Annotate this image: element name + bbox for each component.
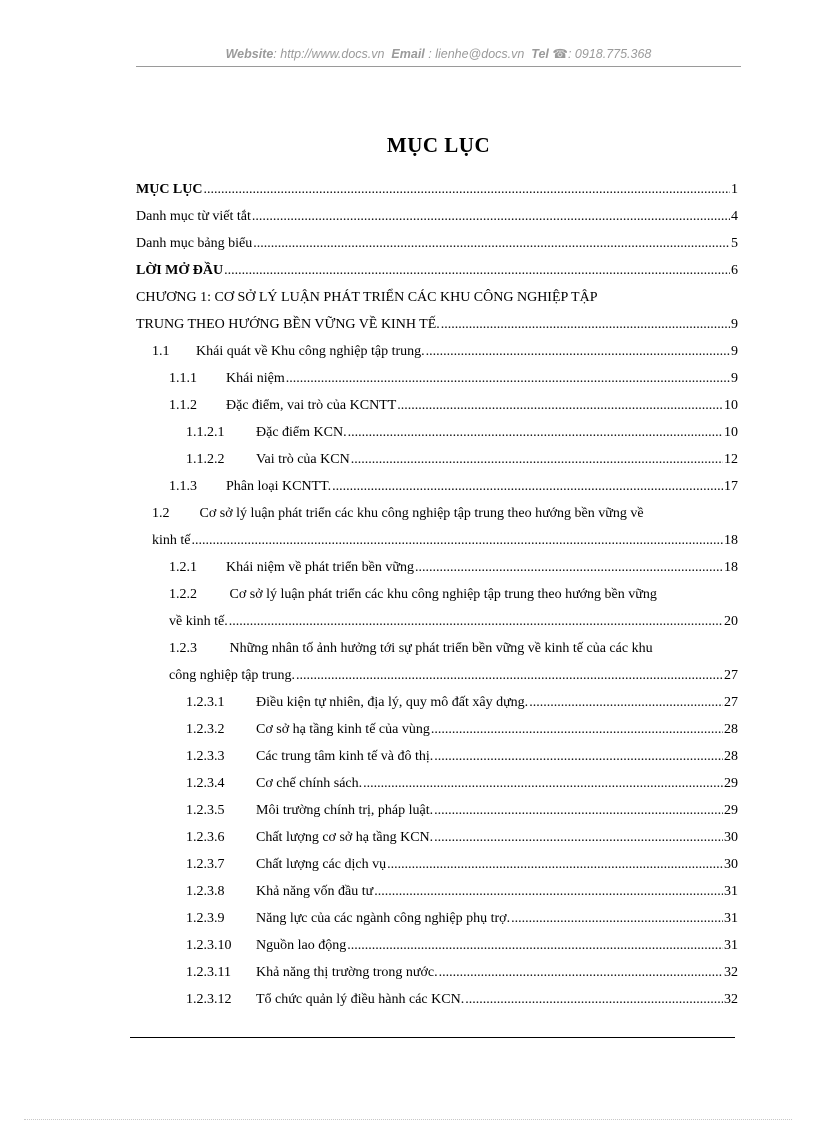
toc-entry-page: 30 — [724, 857, 738, 872]
toc-leader — [387, 857, 723, 873]
toc-entry-label: Khả năng vốn đầu tư — [256, 884, 374, 899]
toc-entry-label: Vai trò của KCN — [256, 452, 350, 467]
toc-entry-number: 1.1.1 — [169, 371, 197, 386]
toc-entry-1-1-2-2[interactable] — [186, 452, 738, 479]
toc-leader — [439, 965, 723, 981]
toc-entry-1-2-3-8[interactable] — [186, 884, 738, 911]
toc-entry-page: 12 — [724, 452, 738, 467]
toc-entry-1-1-2-1[interactable] — [186, 425, 738, 452]
toc-entry-number: 1.1.2.1 — [186, 425, 225, 440]
toc-entry-1-2[interactable] — [152, 533, 738, 560]
toc-entry-1-1-2[interactable] — [169, 398, 738, 425]
toc-entry-page: 31 — [724, 938, 738, 953]
toc-leader — [434, 749, 723, 765]
toc-entry-label: Môi trường chính trị, pháp luật. — [256, 803, 434, 818]
toc-leader — [351, 452, 723, 468]
phone-icon: ☎ — [552, 47, 568, 61]
page-header — [136, 46, 741, 61]
toc-leader — [397, 398, 723, 414]
toc-entry-number: 1.2.3.3 — [186, 749, 225, 764]
toc-entry-page: 28 — [724, 749, 738, 764]
toc-entry-1-2-2-line1[interactable] — [169, 587, 657, 614]
toc-entry-label: Danh mục từ viết tắt — [136, 209, 251, 224]
toc-entry-1-2-3-11[interactable] — [186, 965, 738, 992]
toc-entry-page: 30 — [724, 830, 738, 845]
toc-entry-label: công nghiệp tập trung. — [169, 668, 295, 683]
toc-leader — [426, 344, 730, 360]
tel-value: : 0918.775.368 — [567, 47, 652, 61]
toc-leader — [286, 371, 730, 387]
toc-entry-label: LỜI MỞ ĐẦU — [136, 263, 224, 278]
toc-entry-page: 31 — [724, 911, 738, 926]
toc-entry-number: 1.2.3.11 — [186, 965, 231, 980]
toc-leader — [431, 722, 723, 738]
toc-entry-1-2-1[interactable] — [169, 560, 738, 587]
toc-entry-label: Nguồn lao động — [256, 938, 347, 953]
toc-entry-label: Phân loại KCNTT. — [226, 479, 332, 494]
toc-entry-label: Khái niệm — [226, 371, 285, 386]
toc-entry-label: Cơ sở lý luận phát triển các khu công nghiệp tập trung theo hướng bền vững — [229, 587, 657, 602]
toc-entry-chapter-1[interactable] — [136, 317, 738, 344]
tel-label: Tel — [531, 47, 549, 61]
toc-entry-1-2-3-7[interactable] — [186, 857, 738, 884]
toc-entry-label: Đặc điểm, vai trò của KCNTT — [226, 398, 397, 413]
toc-leader — [415, 560, 723, 576]
toc-leader — [434, 830, 723, 846]
toc-entry-label: Chất lượng các dịch vụ — [256, 857, 387, 872]
toc-entry-1-2-3-12[interactable] — [186, 992, 738, 1019]
toc-entry-page: 28 — [724, 722, 738, 737]
toc-entry-number: 1.1.2.2 — [186, 452, 225, 467]
toc-leader — [229, 614, 723, 630]
toc-entry-label: Năng lực của các ngành công nghiệp phụ trợ. — [256, 911, 511, 926]
toc-entry-number: 1.2.3.2 — [186, 722, 225, 737]
toc-entry-number: 1.1.3 — [169, 479, 197, 494]
toc-entry-abbreviations[interactable] — [136, 209, 738, 236]
toc-entry-page: 29 — [724, 803, 738, 818]
website-value: : http://www.docs.vn — [273, 47, 385, 61]
toc-entry-1-2-3-3[interactable] — [186, 749, 738, 776]
toc-entry-1-2-2[interactable] — [169, 614, 738, 641]
toc-entry-number: 1.2.3.8 — [186, 884, 225, 899]
toc-entry-1-2-3[interactable] — [169, 668, 738, 695]
toc-leader — [347, 938, 723, 954]
toc-entry-1-2-3-6[interactable] — [186, 830, 738, 857]
toc-entry-label: Cơ sở hạ tầng kinh tế của vùng — [256, 722, 430, 737]
toc-entry-page: 10 — [724, 425, 738, 440]
toc-leader — [465, 992, 723, 1008]
toc-entry-label: TRUNG THEO HƯỚNG BỀN VỮNG VỀ KINH TẾ. — [136, 317, 440, 332]
toc-entry-1-2-3-10[interactable] — [186, 938, 738, 965]
toc-entry-label: Điều kiện tự nhiên, địa lý, quy mô đất xây dựng. — [256, 695, 529, 710]
page-title: MỤC LỤC — [386, 133, 491, 157]
toc-leader — [332, 479, 723, 495]
toc-entry-chapter-1-line1[interactable] — [136, 290, 597, 317]
header-rule — [136, 66, 741, 67]
toc-entry-label: Tổ chức quản lý điều hành các KCN. — [256, 992, 465, 1007]
email-label: Email — [391, 47, 425, 61]
toc-entry-label: kinh tế — [152, 533, 191, 548]
toc-entry-1-2-3-5[interactable] — [186, 803, 738, 830]
toc-entry-page: 18 — [724, 560, 738, 575]
toc-entry-muc-luc[interactable] — [136, 182, 738, 209]
toc-entry-label: về kinh tế. — [169, 614, 228, 629]
toc-entry-page: 31 — [724, 884, 738, 899]
toc-entry-label: MỤC LỤC — [136, 182, 203, 197]
toc-entry-1-2-3-1[interactable] — [186, 695, 738, 722]
toc-entry-label: Khả năng thị trường trong nước. — [256, 965, 438, 980]
toc-entry-1-1-1[interactable] — [169, 371, 738, 398]
toc-entry-number: 1.2.3.9 — [186, 911, 225, 926]
toc-entry-label: Chất lượng cơ sở hạ tầng KCN. — [256, 830, 434, 845]
toc-entry-page: 6 — [731, 263, 738, 278]
toc-entry-page: 27 — [724, 695, 738, 710]
toc-entry-number: 1.2 — [152, 506, 170, 521]
toc-entry-label: Những nhân tố ảnh hưởng tới sự phát triển bền vững về kinh tế của các khu — [229, 641, 653, 656]
toc-leader — [434, 803, 723, 819]
toc-leader — [224, 263, 730, 279]
toc-entry-label: Các trung tâm kinh tế và đô thị. — [256, 749, 434, 764]
toc-leader — [204, 182, 731, 198]
toc-entry-page: 9 — [731, 317, 738, 332]
toc-entry-page: 18 — [724, 533, 738, 548]
toc-entry-number: 1.2.3.12 — [186, 992, 232, 1007]
email-value: : lienhe@docs.vn — [424, 47, 525, 61]
toc-entry-number: 1.1 — [152, 344, 170, 359]
toc-entry-1-2-line1[interactable] — [152, 506, 644, 533]
toc-entry-page: 27 — [724, 668, 738, 683]
toc-leader — [296, 668, 723, 684]
toc-leader — [511, 911, 723, 927]
toc-entry-page: 9 — [731, 371, 738, 386]
toc-entry-number: 1.2.3.1 — [186, 695, 225, 710]
toc-leader — [529, 695, 723, 711]
toc-leader — [441, 317, 730, 333]
toc-leader — [374, 884, 723, 900]
toc-entry-page: 10 — [724, 398, 738, 413]
footer-rule — [130, 1037, 735, 1038]
toc-entry-number: 1.2.3.10 — [186, 938, 232, 953]
toc-entry-page: 9 — [731, 344, 738, 359]
toc-entry-number: 1.2.3.4 — [186, 776, 225, 791]
toc-entry-page: 20 — [724, 614, 738, 629]
toc-entry-label: Khái quát về Khu công nghiệp tập trung. — [196, 344, 425, 359]
toc-entry-1-1[interactable] — [152, 344, 738, 371]
toc-entry-page: 5 — [731, 236, 738, 251]
toc-entry-number: 1.2.2 — [169, 587, 197, 602]
toc-entry-1-2-3-9[interactable] — [186, 911, 738, 938]
toc-entry-page: 29 — [724, 776, 738, 791]
toc-entry-label: Khái niệm về phát triển bền vững — [226, 560, 414, 575]
toc-entry-label: Cơ sở lý luận phát triển các khu công nghiệp tập trung theo hướng bền vững về — [199, 506, 644, 521]
toc-entry-number: 1.2.3.7 — [186, 857, 225, 872]
toc-leader — [252, 209, 730, 225]
toc-entry-tables[interactable] — [136, 236, 738, 263]
toc-entry-label: Danh mục bảng biểu — [136, 236, 253, 251]
toc-entry-page: 4 — [731, 209, 738, 224]
toc-entry-page: 32 — [724, 992, 738, 1007]
toc-entry-label: Cơ chế chính sách. — [256, 776, 363, 791]
toc-entry-label: CHƯƠNG 1: CƠ SỞ LÝ LUẬN PHÁT TRIỂN CÁC KHU CÔNG NGHIỆP TẬP — [136, 290, 598, 305]
toc-entry-number: 1.2.3 — [169, 641, 197, 656]
page-bottom-border — [24, 1119, 792, 1120]
toc-entry-number: 1.2.3.5 — [186, 803, 225, 818]
toc-entry-page: 32 — [724, 965, 738, 980]
toc-entry-number: 1.1.2 — [169, 398, 197, 413]
toc-entry-label: Đặc điểm KCN. — [256, 425, 347, 440]
toc-entry-number: 1.2.3.6 — [186, 830, 225, 845]
toc-leader — [253, 236, 730, 252]
toc-entry-page: 17 — [724, 479, 738, 494]
toc-entry-1-2-3-4[interactable] — [186, 776, 738, 803]
toc-leader — [348, 425, 723, 441]
toc-entry-page: 1 — [731, 182, 738, 197]
toc-leader — [192, 533, 724, 549]
toc-entry-number: 1.2.1 — [169, 560, 197, 575]
toc-entry-introduction[interactable] — [136, 263, 738, 290]
toc-entry-1-2-3-line1[interactable] — [169, 641, 653, 668]
website-label: Website — [225, 47, 274, 61]
toc-entry-1-1-3[interactable] — [169, 479, 738, 506]
toc-entry-1-2-3-2[interactable] — [186, 722, 738, 749]
toc-leader — [363, 776, 723, 792]
